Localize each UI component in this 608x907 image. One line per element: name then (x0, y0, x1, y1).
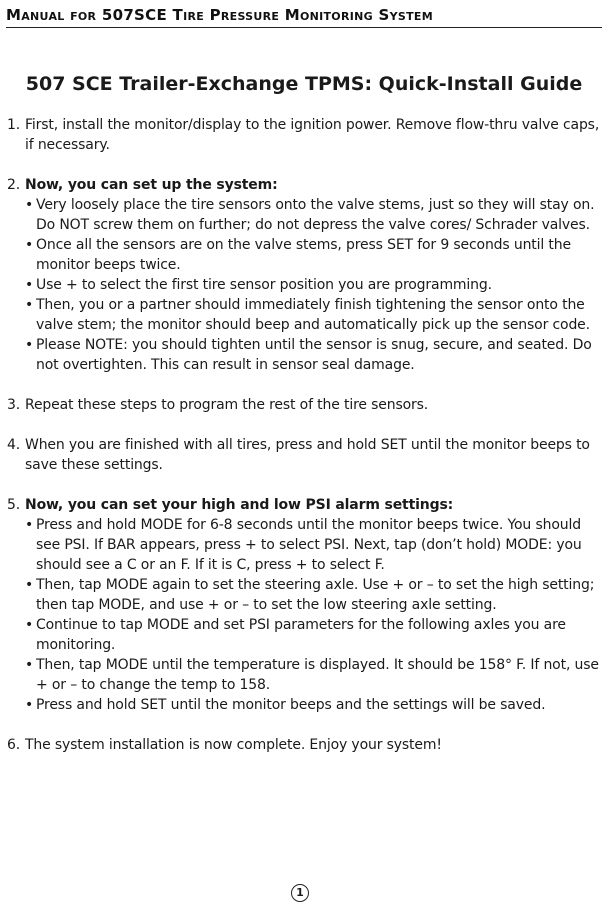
list-item: • Then, you or a partner should immediately finish tightening the sensor onto the valve stem; the monitor should beep and automatically pick up the sensor code. (25, 295, 605, 335)
step-number: 4. (7, 437, 21, 453)
document-header: Manual for 507SCE Tire Pressure Monitoring System (6, 6, 433, 24)
header-rule (6, 27, 602, 28)
list-item: • Use + to select the first tire sensor position you are programming. (25, 275, 605, 295)
bullet-list (25, 515, 605, 715)
page-title: 507 SCE Trailer-Exchange TPMS: Quick-Install Guide (25, 73, 583, 95)
step-6 (7, 735, 605, 755)
step-4 (7, 435, 605, 475)
step-text: First, install the monitor/display to the ignition power. Remove flow-thru valve caps, if necessary. (25, 117, 600, 153)
step-number: 6. (7, 737, 21, 753)
list-item: • Press and hold MODE for 6-8 seconds until the monitor beeps twice. You should see PSI. If BAR appears, press + to select PSI. Next, tap (don’t hold) MODE: you should see a C or an F. If it is C, press + to select F. (25, 515, 605, 575)
list-item: • Please NOTE: you should tighten until the sensor is snug, secure, and seated. Do not overtighten. This can result in sensor seal damage. (25, 335, 605, 375)
step-heading: Now, you can set up the system: (25, 177, 278, 193)
list-item: • Then, tap MODE until the temperature is displayed. It should be 158° F. If not, use + or – to change the temp to 158. (25, 655, 605, 695)
step-number: 1. (7, 117, 21, 133)
bullet-list (25, 195, 605, 375)
list-item: • Very loosely place the tire sensors onto the valve stems, just so they will stay on. Do NOT screw them on further; do not depress the valve cores/ Schrader valves. (25, 195, 605, 235)
step-text: Repeat these steps to program the rest of the tire sensors. (25, 397, 429, 413)
step-number: 2. (7, 177, 21, 193)
step-1 (7, 115, 605, 155)
step-3 (7, 395, 605, 415)
list-item: • Then, tap MODE again to set the steering axle. Use + or – to set the high setting; then tap MODE, and use + or – to set the low steering axle setting. (25, 575, 605, 615)
list-item: • Continue to tap MODE and set PSI parameters for the following axles you are monitoring. (25, 615, 605, 655)
step-text: When you are finished with all tires, press and hold SET until the monitor beeps to save these settings. (25, 437, 590, 473)
step-5 (7, 495, 605, 715)
step-number: 3. (7, 397, 21, 413)
list-item: • Once all the sensors are on the valve stems, press SET for 9 seconds until the monitor beeps twice. (25, 235, 605, 275)
instructions (7, 115, 605, 775)
page-number: 1 (291, 884, 309, 902)
step-number: 5. (7, 497, 21, 513)
step-heading: Now, you can set your high and low PSI alarm settings: (25, 497, 454, 513)
step-text: The system installation is now complete. Enjoy your system! (25, 737, 442, 753)
step-2 (7, 175, 605, 375)
list-item: • Press and hold SET until the monitor beeps and the settings will be saved. (25, 695, 605, 715)
